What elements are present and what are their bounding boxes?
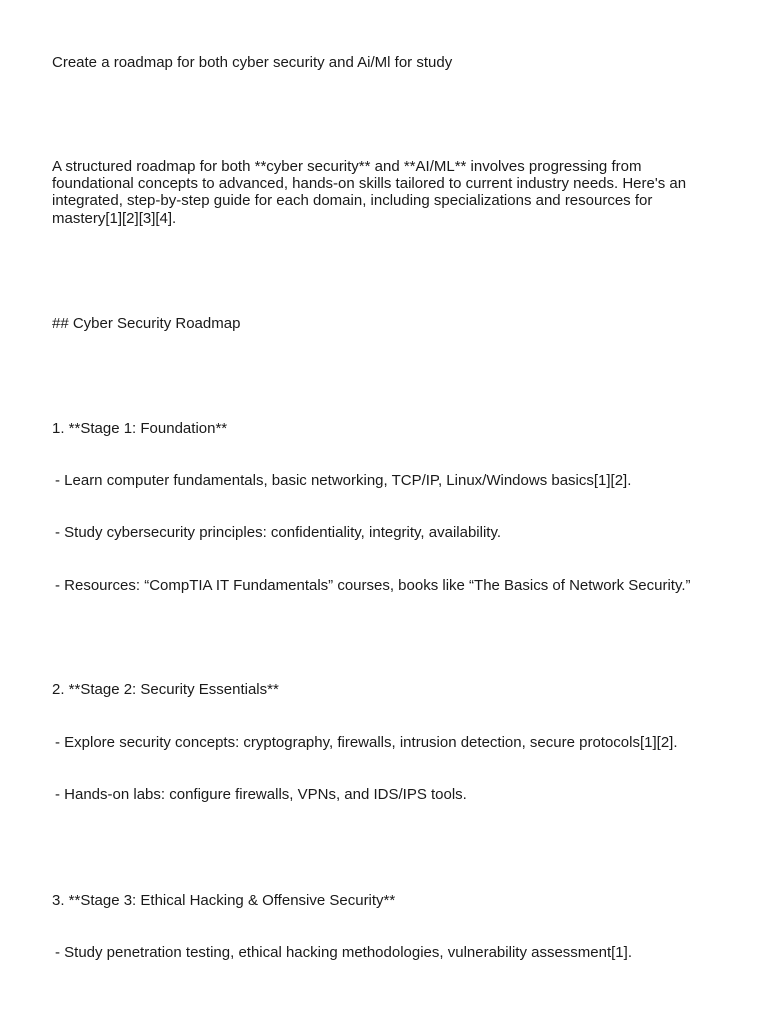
intro-line: A structured roadmap for both **cyber security** and **AI/ML** involves progressing from xyxy=(52,158,642,175)
stage-3-bullet: - Study penetration testing, ethical hacking methodologies, vulnerability assessment[1]. xyxy=(55,944,632,961)
stage-2-title: 2. **Stage 2: Security Essentials** xyxy=(52,681,279,698)
stage-1-bullet: - Learn computer fundamentals, basic networking, TCP/IP, Linux/Windows basics[1][2]. xyxy=(55,472,632,489)
stage-1-bullet: - Study cybersecurity principles: confidentiality, integrity, availability. xyxy=(55,524,502,541)
stage-2-bullet: - Hands-on labs: configure firewalls, VPNs, and IDS/IPS tools. xyxy=(55,786,467,803)
stage-1-bullet: - Resources: “CompTIA IT Fundamentals” courses, books like “The Basics of Network Security.” xyxy=(55,577,691,594)
intro-line: foundational concepts to advanced, hands-on skills tailored to current industry needs. Here's an xyxy=(52,175,687,192)
prompt-text: Create a roadmap for both cyber security and Ai/Ml for study xyxy=(52,54,453,71)
stage-3-title: 3. **Stage 3: Ethical Hacking & Offensive Security** xyxy=(52,892,396,909)
intro-line: integrated, step-by-step guide for each domain, including specializations and resources for xyxy=(52,192,653,209)
section-heading: ## Cyber Security Roadmap xyxy=(52,315,241,332)
stage-1-title: 1. **Stage 1: Foundation** xyxy=(52,420,228,437)
stage-2-bullet: - Explore security concepts: cryptography, firewalls, intrusion detection, secure protocols[1][2]. xyxy=(55,734,678,751)
intro-line: mastery[1][2][3][4]. xyxy=(52,210,177,227)
